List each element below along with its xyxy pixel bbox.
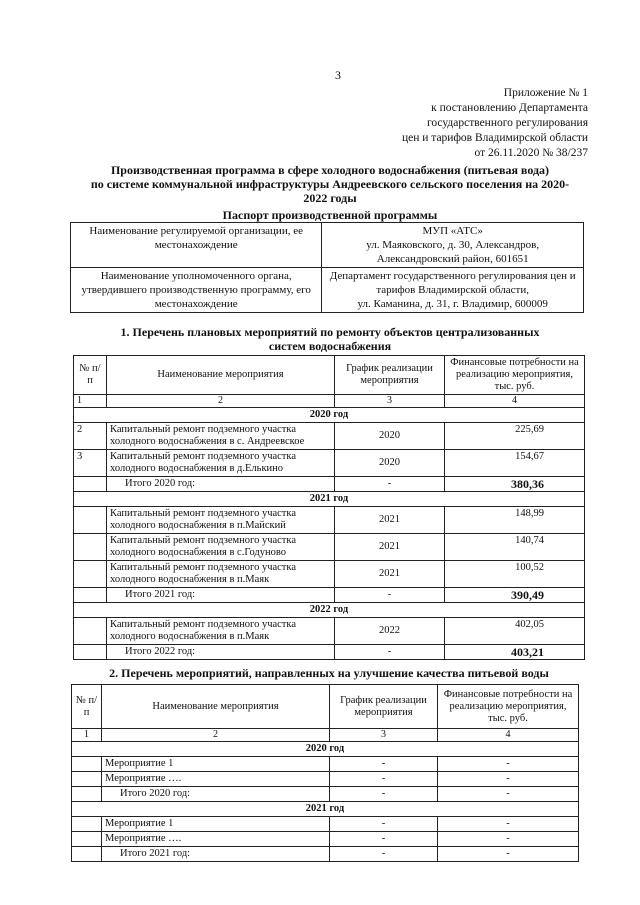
title-line: по системе коммунальной инфраструктуры Андреевского сельского поселения на 2020-: [90, 177, 570, 191]
appendix-line: цен и тарифов Владимирской области: [401, 132, 588, 144]
header-cell: Наименование мероприятия: [107, 356, 335, 395]
passport-value-line: МУП «АТС»: [422, 225, 483, 237]
finance-cell: -: [438, 817, 579, 832]
total-row: [72, 787, 579, 802]
total-schedule: -: [335, 645, 445, 660]
row-number: [74, 534, 107, 561]
column-number-row: [74, 395, 585, 408]
table-row: [74, 450, 585, 477]
column-number: 2: [102, 729, 330, 742]
table-row: [72, 832, 579, 847]
schedule-cell: 2020: [335, 423, 445, 450]
finance-cell: 140,74: [445, 534, 585, 561]
passport-label: Наименование регулируемой организации, ее местонахождение: [71, 223, 322, 268]
schedule-cell: -: [330, 772, 438, 787]
passport-value-line: ул. Каманина, д. 31, г. Владимир, 600009: [357, 298, 548, 310]
passport-row: [71, 268, 584, 313]
finance-cell: 225,69: [445, 423, 585, 450]
row-number: [74, 618, 107, 645]
header-cell: № п/п: [74, 356, 107, 395]
year-label: 2020 год: [72, 742, 579, 757]
total-label: Итого 2021 год:: [102, 847, 330, 862]
header-cell: График реализации мероприятия: [330, 685, 438, 729]
section1-table: [73, 355, 585, 660]
passport-title: Паспорт производственной программы: [222, 208, 438, 222]
activity-name: Капитальный ремонт подземного участка холодного водоснабжения в п.Маяк: [107, 561, 335, 588]
column-number: 1: [74, 395, 107, 408]
title-line: 2022 годы: [303, 191, 357, 205]
appendix-line: государственного регулирования: [426, 117, 588, 129]
finance-cell: 154,67: [445, 450, 585, 477]
year-row: [74, 408, 585, 423]
finance-cell: -: [438, 832, 579, 847]
column-number: 4: [445, 395, 585, 408]
year-label: 2021 год: [74, 492, 585, 507]
schedule-cell: -: [330, 817, 438, 832]
finance-cell: 148,99: [445, 507, 585, 534]
table-row: [72, 757, 579, 772]
row-number: 2: [74, 423, 107, 450]
table-row: [74, 507, 585, 534]
table-row: [74, 423, 585, 450]
total-finance: 403,21: [445, 645, 585, 660]
total-finance: 380,36: [445, 477, 585, 492]
row-number: [74, 507, 107, 534]
total-label: Итого 2021 год:: [107, 588, 335, 603]
activity-name: Мероприятие ….: [102, 772, 330, 787]
empty-cell: [72, 772, 102, 787]
section2-title: 2. Перечень мероприятий, направленных на улучшение качества питьевой воды: [109, 666, 549, 680]
page-number: 3: [335, 68, 341, 82]
empty-cell: [72, 832, 102, 847]
title-line: Производственная программа в сфере холодного водоснабжения (питьевая вода): [110, 163, 550, 177]
header-cell: № п/п: [72, 685, 102, 729]
empty-cell: [74, 645, 107, 660]
schedule-cell: 2021: [335, 507, 445, 534]
section1-title: [70, 325, 590, 353]
activity-name: Мероприятие 1: [102, 817, 330, 832]
passport-table: [70, 222, 584, 313]
empty-cell: [72, 847, 102, 862]
column-number: 3: [330, 729, 438, 742]
program-title: [70, 163, 590, 205]
activity-name: Капитальный ремонт подземного участка холодного водоснабжения в с. Андреевское: [107, 423, 335, 450]
total-label: Итого 2020 год:: [102, 787, 330, 802]
passport-value-line: Александровский район, 601651: [376, 253, 529, 265]
header-cell: Наименование мероприятия: [102, 685, 330, 729]
year-row: [72, 742, 579, 757]
table-row: [74, 534, 585, 561]
year-row: [72, 802, 579, 817]
activity-name: Капитальный ремонт подземного участка холодного водоснабжения в п.Майский: [107, 507, 335, 534]
empty-cell: [74, 588, 107, 603]
year-label: 2020 год: [74, 408, 585, 423]
passport-value: [322, 268, 584, 313]
header-cell: Финансовые потребности на реализацию мероприятия, тыс. руб.: [438, 685, 579, 729]
total-row: [74, 588, 585, 603]
row-number: [74, 561, 107, 588]
total-finance: 390,49: [445, 588, 585, 603]
schedule-cell: 2021: [335, 561, 445, 588]
total-schedule: -: [335, 588, 445, 603]
year-label: 2022 год: [74, 603, 585, 618]
table-row: [74, 618, 585, 645]
total-row: [72, 847, 579, 862]
passport-row: [71, 223, 584, 268]
table-row: [74, 561, 585, 588]
finance-cell: 100,52: [445, 561, 585, 588]
total-row: [74, 477, 585, 492]
header-cell: Финансовые потребности на реализацию мероприятия, тыс. руб.: [445, 356, 585, 395]
finance-cell: -: [438, 772, 579, 787]
year-row: [74, 492, 585, 507]
column-number: 4: [438, 729, 579, 742]
table-header-row: [74, 356, 585, 395]
table-row: [72, 772, 579, 787]
table-row: [72, 817, 579, 832]
section1-title-line: систем водоснабжения: [268, 339, 392, 353]
activity-name: Капитальный ремонт подземного участка холодного водоснабжения в с.Годуново: [107, 534, 335, 561]
appendix-line: от 26.11.2020 № 38/237: [474, 147, 588, 159]
year-label: 2021 год: [72, 802, 579, 817]
finance-cell: -: [438, 757, 579, 772]
total-schedule: -: [330, 787, 438, 802]
empty-cell: [72, 757, 102, 772]
activity-name: Мероприятие ….: [102, 832, 330, 847]
section2-table: [71, 684, 579, 862]
schedule-cell: 2020: [335, 450, 445, 477]
appendix-block: [402, 86, 588, 161]
total-row: [74, 645, 585, 660]
total-schedule: -: [335, 477, 445, 492]
activity-name: Мероприятие 1: [102, 757, 330, 772]
total-label: Итого 2020 год:: [107, 477, 335, 492]
schedule-cell: 2022: [335, 618, 445, 645]
header-cell: График реализации мероприятия: [335, 356, 445, 395]
passport-value-line: ул. Маяковского, д. 30, Александров,: [366, 239, 540, 251]
column-number: 1: [72, 729, 102, 742]
row-number: 3: [74, 450, 107, 477]
schedule-cell: -: [330, 757, 438, 772]
empty-cell: [72, 787, 102, 802]
total-label: Итого 2022 год:: [107, 645, 335, 660]
appendix-line: к постановлению Департамента: [431, 102, 588, 114]
schedule-cell: -: [330, 832, 438, 847]
column-number: 2: [107, 395, 335, 408]
empty-cell: [72, 817, 102, 832]
column-number-row: [72, 729, 579, 742]
total-finance: -: [438, 847, 579, 862]
passport-label: Наименование уполномоченного органа, утвердившего производственную программу, его местонахождение: [71, 268, 322, 313]
finance-cell: 402,05: [445, 618, 585, 645]
passport-value-line: Департамент государственного регулирования цен и тарифов Владимирской области,: [329, 270, 576, 296]
passport-value: [322, 223, 584, 268]
total-schedule: -: [330, 847, 438, 862]
empty-cell: [74, 477, 107, 492]
column-number: 3: [335, 395, 445, 408]
section1-title-line: 1. Перечень плановых мероприятий по ремонту объектов централизованных: [120, 325, 540, 339]
year-row: [74, 603, 585, 618]
appendix-line: Приложение № 1: [503, 87, 588, 99]
schedule-cell: 2021: [335, 534, 445, 561]
total-finance: -: [438, 787, 579, 802]
activity-name: Капитальный ремонт подземного участка холодного водоснабжения в п.Маяк: [107, 618, 335, 645]
activity-name: Капитальный ремонт подземного участка холодного водоснабжения в д.Елькино: [107, 450, 335, 477]
table-header-row: [72, 685, 579, 729]
